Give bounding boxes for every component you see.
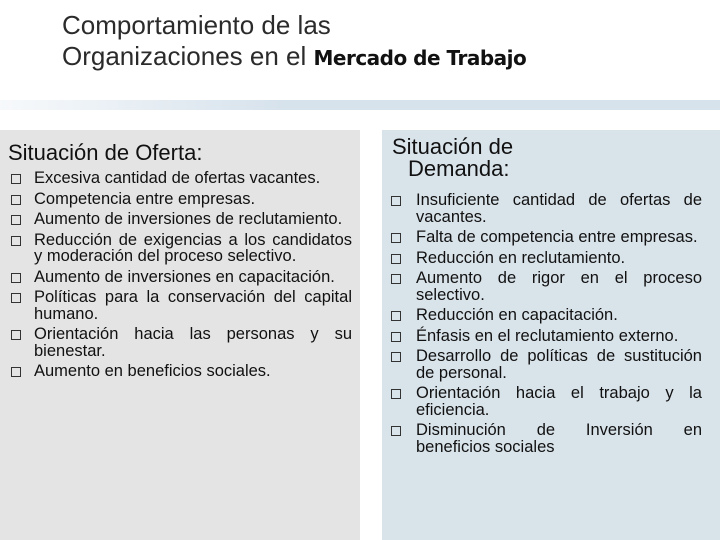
checkbox-bullet-icon: [391, 311, 401, 321]
demanda-item-text: Disminución de Inversión en beneficios sociales: [416, 421, 702, 456]
oferta-panel: [0, 130, 360, 540]
oferta-item: [0, 289, 352, 322]
demanda-item-text: Insuficiente cantidad de ofertas de vacantes.: [416, 191, 702, 226]
oferta-item-text: Aumento de inversiones en capacitación.: [34, 267, 335, 286]
title-line-1: Comportamiento de las: [62, 10, 331, 40]
demanda-item-text: Orientación hacia el trabajo y la eficiencia.: [416, 384, 702, 419]
checkbox-bullet-icon: [391, 233, 401, 243]
checkbox-bullet-icon: [391, 254, 401, 264]
checkbox-bullet-icon: [391, 332, 401, 342]
demanda-item: [382, 192, 702, 225]
title-accent: Mercado de Trabajo: [313, 46, 527, 70]
checkbox-bullet-icon: [391, 196, 401, 206]
oferta-item-text: Políticas para la conservación del capital humano.: [34, 288, 352, 323]
demanda-item: [382, 307, 702, 324]
demanda-item: [382, 385, 702, 418]
demanda-item-text: Falta de competencia entre empresas.: [416, 228, 698, 246]
checkbox-bullet-icon: [391, 352, 401, 362]
checkbox-bullet-icon: [11, 174, 21, 184]
demanda-item: [382, 328, 702, 345]
checkbox-bullet-icon: [11, 215, 21, 225]
header-divider: [0, 100, 720, 110]
checkbox-bullet-icon: [11, 273, 21, 283]
demanda-item-text: Aumento de rigor en el proceso selectivo.: [416, 269, 702, 304]
checkbox-bullet-icon: [391, 426, 401, 436]
demanda-item: [382, 270, 702, 303]
demanda-heading: [392, 136, 592, 180]
demanda-item-text: Desarrollo de políticas de sustitución de personal.: [416, 347, 702, 382]
oferta-item-text: Orientación hacia las personas y su bienestar.: [34, 325, 352, 360]
oferta-item: [0, 363, 352, 380]
checkbox-bullet-icon: [391, 389, 401, 399]
demanda-item-text: Reducción en reclutamiento.: [416, 248, 626, 267]
demanda-item-text: Énfasis en el reclutamiento externo.: [416, 326, 679, 345]
oferta-heading: Situación de Oferta:: [8, 140, 203, 165]
oferta-list: [0, 170, 352, 384]
oferta-item-text: Competencia entre empresas.: [34, 189, 256, 208]
demanda-panel: [382, 130, 720, 540]
oferta-item: [0, 191, 352, 208]
oferta-item: [0, 170, 352, 187]
demanda-item: [382, 250, 702, 267]
checkbox-bullet-icon: [11, 367, 21, 377]
demanda-item-text: Reducción en capacitación.: [416, 306, 618, 324]
oferta-item-text: Reducción de exigencias a los candidatos y moderación del proceso selectivo.: [34, 230, 352, 265]
checkbox-bullet-icon: [11, 330, 21, 340]
oferta-item: [0, 269, 352, 286]
oferta-item: [0, 232, 352, 265]
title-line-2: [62, 41, 526, 74]
demanda-heading-line-2: Demanda:: [408, 156, 510, 181]
checkbox-bullet-icon: [11, 195, 21, 205]
oferta-item-text: Excesiva cantidad de ofertas vacantes.: [34, 169, 321, 187]
slide-title: [62, 10, 526, 74]
oferta-item: [0, 326, 352, 359]
oferta-item-text: Aumento en beneficios sociales.: [34, 362, 271, 380]
demanda-item: [382, 229, 702, 246]
checkbox-bullet-icon: [11, 236, 21, 246]
title-line-2-prefix: Organizaciones en el: [62, 41, 314, 71]
oferta-item-text: Aumento de inversiones de reclutamiento.: [34, 210, 343, 228]
demanda-item: [382, 348, 702, 381]
demanda-heading-line-1: Situación de: [392, 134, 514, 159]
demanda-item: [382, 422, 702, 455]
demanda-list: [382, 192, 702, 459]
oferta-item: [0, 211, 352, 228]
checkbox-bullet-icon: [11, 293, 21, 303]
checkbox-bullet-icon: [391, 274, 401, 284]
